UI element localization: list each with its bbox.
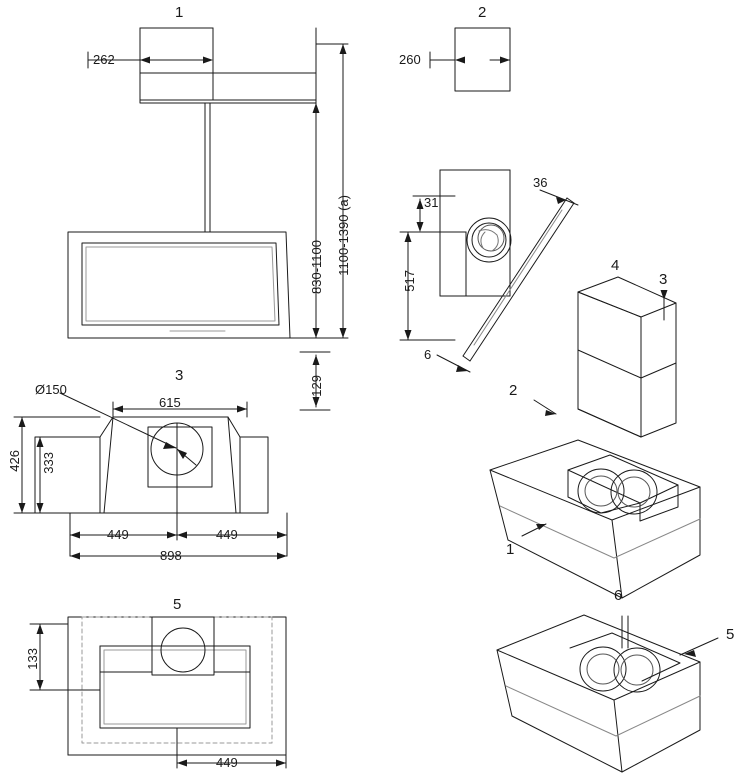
dim-1100-1390: 1100-1390 (a) xyxy=(336,195,351,276)
dim-449-bottom: 449 xyxy=(216,755,238,770)
view-number-2: 2 xyxy=(478,4,487,21)
dim-31: 31 xyxy=(424,195,439,210)
dim-262: 262 xyxy=(93,52,115,67)
callout-3: 3 xyxy=(659,271,668,288)
view-number-6: 6 xyxy=(614,587,623,604)
callout-5: 5 xyxy=(726,626,735,643)
dim-898: 898 xyxy=(160,548,182,563)
dim-517: 517 xyxy=(402,270,417,292)
view-number-5: 5 xyxy=(173,596,182,613)
dim-36: 36 xyxy=(533,175,548,190)
dim-449-right: 449 xyxy=(216,527,238,542)
dim-333: 333 xyxy=(41,452,56,474)
dim-449-left: 449 xyxy=(107,527,129,542)
callout-2: 2 xyxy=(509,382,518,399)
dim-426: 426 xyxy=(7,450,22,472)
view-number-3: 3 xyxy=(175,367,184,384)
dim-6: 6 xyxy=(424,347,432,362)
callout-1: 1 xyxy=(506,541,515,558)
dim-129: 129 xyxy=(309,375,324,397)
dim-diameter-150: Ø150 xyxy=(35,382,67,397)
dim-615: 615 xyxy=(159,395,181,410)
dim-830-1100: 830-1100 xyxy=(309,240,324,294)
view-number-4: 4 xyxy=(611,257,620,274)
view-number-1: 1 xyxy=(175,4,184,21)
dim-260: 260 xyxy=(399,52,421,67)
dim-133: 133 xyxy=(25,648,40,670)
